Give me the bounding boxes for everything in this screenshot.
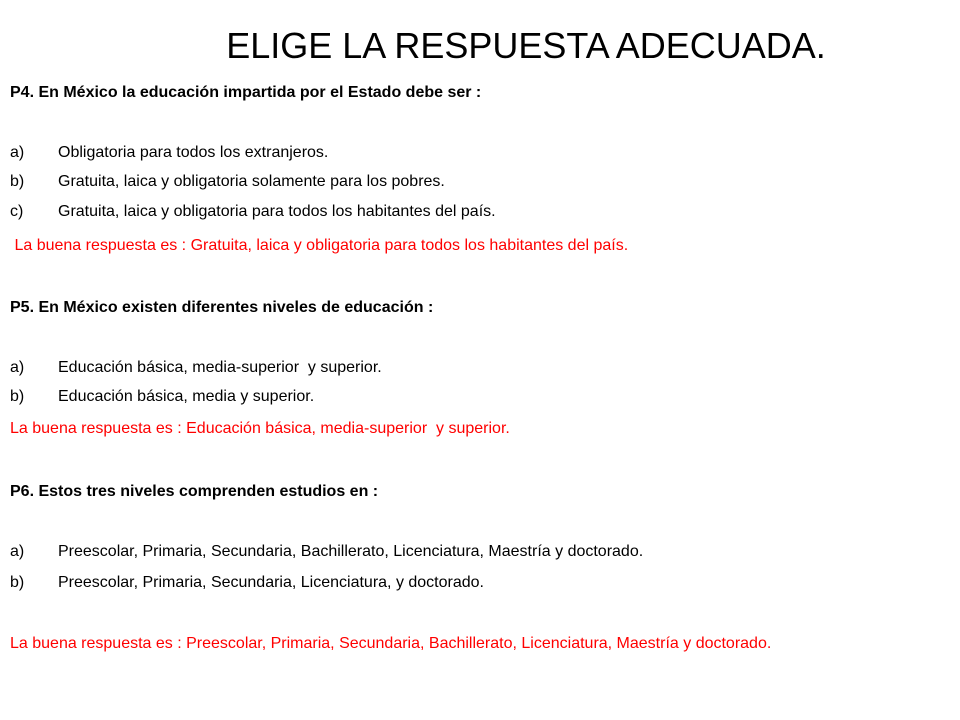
question-p5-option-a — [10, 357, 382, 379]
question-p4-answer: La buena respuesta es : Gratuita, laica y obligatoria para todos los habitantes del país. — [10, 237, 629, 254]
option-letter: a) — [10, 543, 25, 560]
question-p4-option-a — [10, 142, 328, 164]
question-p5-option-b — [10, 386, 314, 408]
option-letter: a) — [10, 144, 25, 161]
question-p5-answer: La buena respuesta es : Educación básica, media-superior y superior. — [10, 420, 510, 437]
option-letter: c) — [10, 203, 24, 220]
question-p6-answer: La buena respuesta es : Preescolar, Primaria, Secundaria, Bachillerato, Licenciatura, Maestría y doctorado. — [10, 635, 772, 652]
question-p6-option-a — [10, 541, 643, 563]
option-text: Preescolar, Primaria, Secundaria, Bachillerato, Licenciatura, Maestría y doctorado. — [58, 543, 644, 560]
option-letter: b) — [10, 574, 25, 591]
question-p6-prompt: P6. Estos tres niveles comprenden estudios en : — [10, 483, 379, 500]
option-text: Obligatoria para todos los extranjeros. — [58, 144, 329, 161]
option-text: Educación básica, media y superior. — [58, 388, 315, 405]
slide-title: ELIGE LA RESPUESTA ADECUADA. — [226, 25, 826, 66]
option-text: Preescolar, Primaria, Secundaria, Licenciatura, y doctorado. — [58, 574, 484, 591]
option-text: Gratuita, laica y obligatoria para todos los habitantes del país. — [58, 203, 496, 220]
question-p6-option-b — [10, 572, 484, 594]
question-p4-prompt: P4. En México la educación impartida por el Estado debe ser : — [10, 84, 482, 101]
option-letter: b) — [10, 388, 25, 405]
option-text: Gratuita, laica y obligatoria solamente para los pobres. — [58, 173, 445, 190]
question-p4-option-c — [10, 201, 496, 223]
question-p4-option-b — [10, 171, 445, 193]
option-letter: b) — [10, 173, 25, 190]
option-letter: a) — [10, 359, 25, 376]
option-text: Educación básica, media-superior y superior. — [58, 359, 382, 376]
question-p5-prompt: P5. En México existen diferentes niveles de educación : — [10, 299, 434, 316]
